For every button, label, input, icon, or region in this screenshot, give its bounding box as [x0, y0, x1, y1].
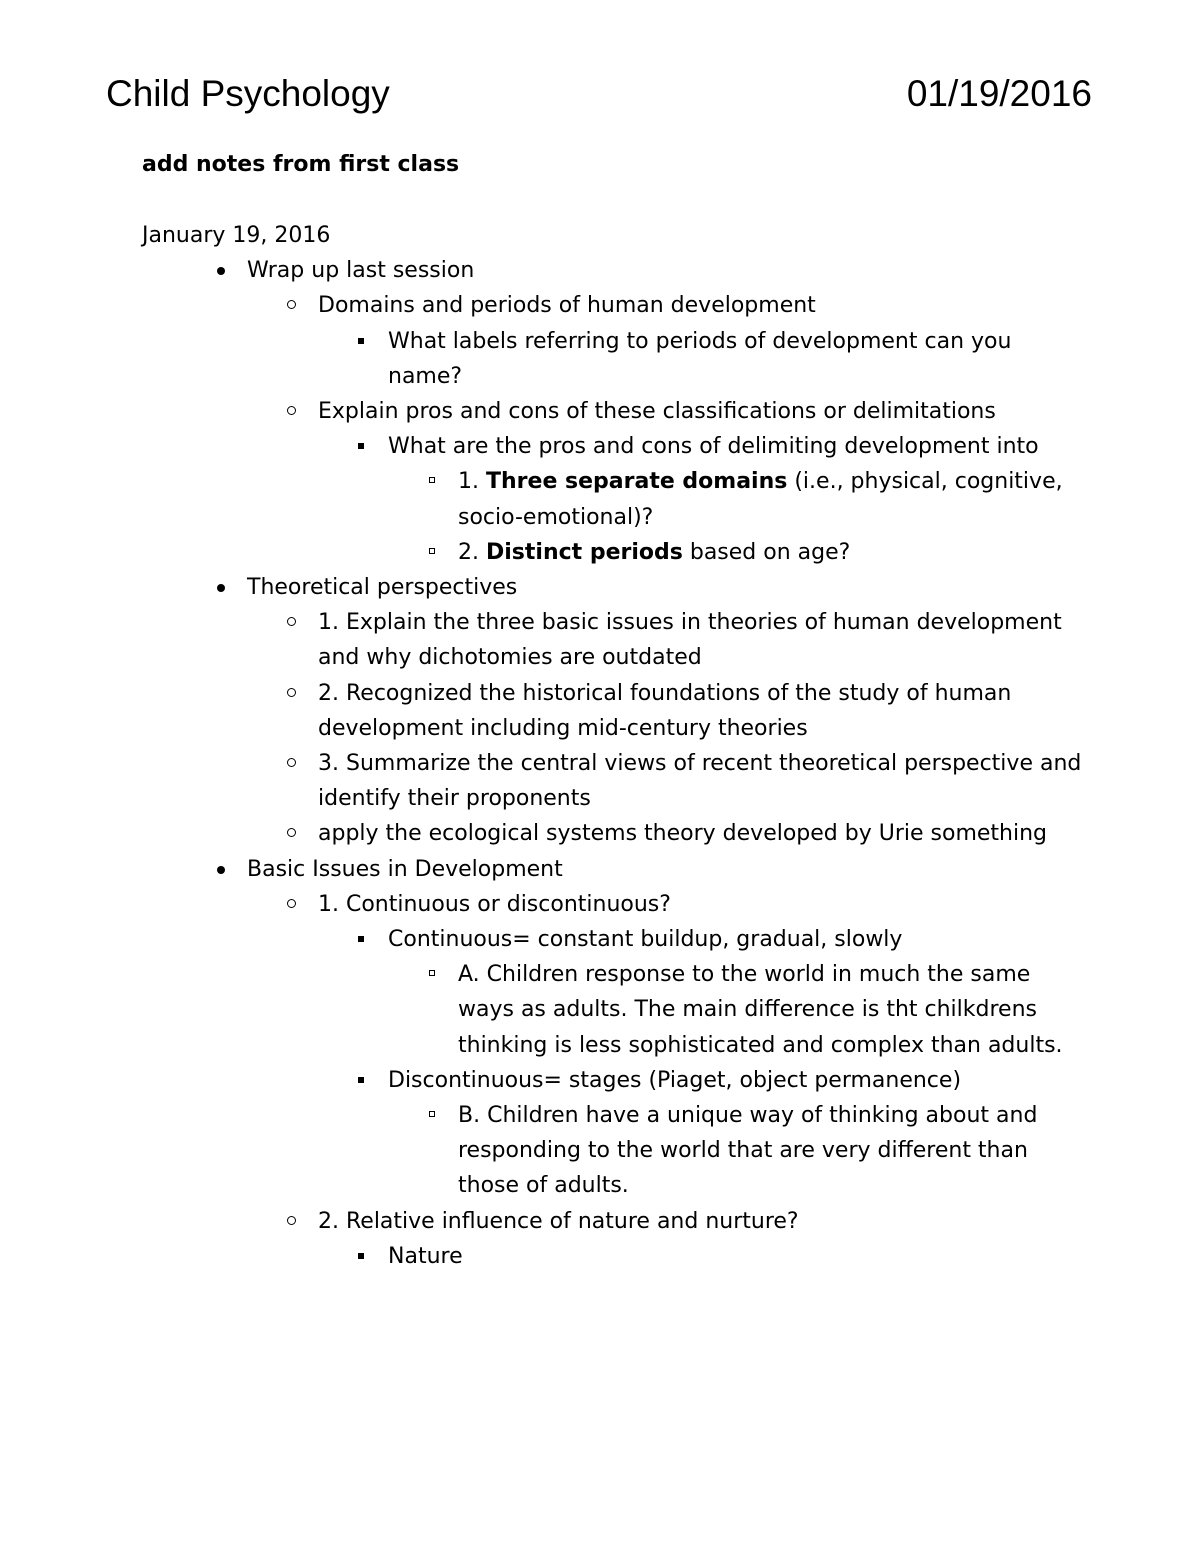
list-item-text: Wrap up last session — [247, 258, 475, 284]
list-item — [318, 605, 1082, 675]
list-item-text: Continuous= constant buildup, gradual, slowly — [388, 927, 903, 953]
list-item-text: Nature — [388, 1243, 463, 1269]
list-item — [247, 570, 1082, 605]
bullet-dot-icon — [213, 253, 233, 288]
list-item-text: Discontinuous= stages (Piaget, object permanence) — [388, 1067, 962, 1093]
list-item-text: based on age? — [682, 539, 851, 565]
bullet-circle-icon — [284, 887, 304, 922]
bullet-circle-icon — [284, 816, 304, 851]
list-item — [458, 957, 1082, 1063]
list-item — [318, 746, 1082, 816]
bullet-circle-icon — [284, 605, 304, 640]
list-item-text: Domains and periods of human development — [318, 293, 816, 319]
bullet-square-icon — [354, 1239, 374, 1274]
notes-body — [142, 218, 1082, 1274]
bullet-circle-icon — [284, 1204, 304, 1239]
list-item — [458, 535, 1082, 570]
list-item — [318, 676, 1082, 746]
document-date: 01/19/2016 — [906, 73, 1092, 114]
list-item — [318, 816, 1082, 851]
list-item — [388, 324, 1082, 394]
list-item — [388, 429, 1082, 464]
list-item-text: B. Children have a unique way of thinking about and responding to the world that are very different than those of adults. — [458, 1103, 1038, 1199]
bullet-open-square-icon — [425, 957, 445, 992]
list-item-text: 2. Recognized the historical foundations of the study of human development including mid-century theories — [318, 680, 1012, 741]
list-item-number: 2. — [458, 539, 479, 565]
bullet-circle-icon — [284, 394, 304, 429]
list-item-number: 1. — [458, 469, 479, 495]
bullet-open-square-icon — [425, 535, 445, 570]
list-item — [388, 922, 1082, 957]
session-date: January 19, 2016 — [142, 223, 331, 248]
list-item-text: (i.e., physical, cognitive, socio-emotional)? — [458, 469, 1063, 530]
list-item-text: 1. Explain the three basic issues in theories of human development and why dichotomies are outdated — [318, 610, 1062, 671]
list-item — [388, 1239, 1082, 1274]
bullet-circle-icon — [284, 746, 304, 781]
bullet-dot-icon — [213, 570, 233, 605]
bullet-square-icon — [354, 1063, 374, 1098]
list-item-text: A. Children response to the world in much the same ways as adults. The main difference is tht chilkdrens thinking is less sophisticated and complex than adults. — [458, 962, 1063, 1058]
list-item — [388, 1063, 1082, 1098]
list-item-text: 2. Relative influence of nature and nurture? — [318, 1208, 799, 1234]
list-item-text: apply the ecological systems theory developed by Urie something — [318, 821, 1047, 847]
list-item — [458, 1098, 1082, 1204]
bullet-open-square-icon — [425, 464, 445, 499]
bullet-square-icon — [354, 429, 374, 464]
bullet-circle-icon — [284, 676, 304, 711]
list-item-text: Theoretical perspectives — [247, 575, 518, 601]
list-item-text: 1. Continuous or discontinuous? — [318, 891, 671, 917]
bullet-square-icon — [354, 324, 374, 359]
list-item — [458, 464, 1082, 534]
document-title: Child Psychology — [106, 73, 390, 114]
list-item-emphasis: Three separate domains — [486, 469, 788, 495]
list-item — [247, 253, 1082, 288]
bullet-square-icon — [354, 922, 374, 957]
list-item — [318, 887, 1082, 922]
list-item — [318, 288, 1082, 323]
list-item — [318, 394, 1082, 429]
bullet-open-square-icon — [425, 1098, 445, 1133]
list-item — [247, 852, 1082, 887]
notes-subtitle: add notes from first class — [142, 152, 460, 177]
bullet-dot-icon — [213, 852, 233, 887]
list-item-text: What labels referring to periods of development can you name? — [388, 328, 1012, 389]
list-item-text: 3. Summarize the central views of recent theoretical perspective and identify their proponents — [318, 751, 1082, 812]
list-item-text: Explain pros and cons of these classifications or delimitations — [318, 399, 996, 425]
list-item-emphasis: Distinct periods — [486, 539, 683, 565]
list-item-text: What are the pros and cons of delimiting development into — [388, 434, 1039, 460]
bullet-circle-icon — [284, 288, 304, 323]
list-item-text: Basic Issues in Development — [247, 856, 563, 882]
list-item — [318, 1204, 1082, 1239]
